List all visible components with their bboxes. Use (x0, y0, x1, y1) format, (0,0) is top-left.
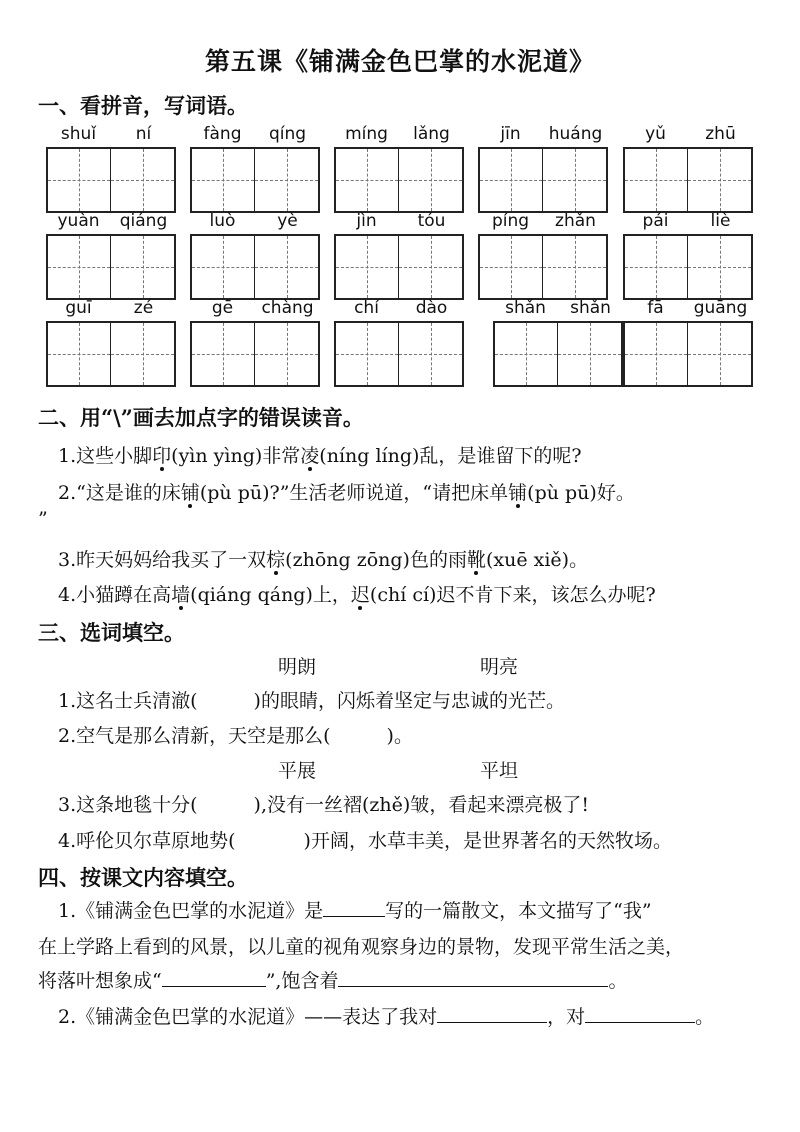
s2-question-2: 2.“这是谁的床铺(pù pū)?”生活老师说道，“请把床单铺(pù pū)好。 (58, 482, 635, 504)
tianzi-cell[interactable] (111, 236, 174, 298)
pinyin-label: guī (65, 298, 92, 318)
tianzi-cell[interactable] (543, 236, 606, 298)
tianzi-cell[interactable] (688, 236, 751, 298)
guide-line (143, 236, 144, 298)
s4-question-2: 2.《铺满金色巴掌的水泥道》——表达了我对 ，对 。 (58, 1006, 715, 1028)
s3-question-1: 1.这名士兵清澈( )的眼睛，闪烁着坚定与忠诚的光芒。 (58, 690, 565, 712)
pinyin-label: chí (354, 298, 379, 318)
writing-box[interactable] (46, 147, 176, 213)
s2-question-2-close-quote: ” (38, 508, 48, 530)
tianzi-cell[interactable] (399, 323, 462, 385)
guide-line (720, 323, 721, 385)
guide-line (656, 236, 657, 298)
guide-line (223, 149, 224, 211)
tianzi-cell[interactable] (336, 149, 399, 211)
s3-question-3: 3.这条地毯十分( ),没有一丝褶(zhě)皱，看起来漂亮极了! (58, 794, 589, 816)
guide-line (511, 149, 512, 211)
tianzi-cell[interactable] (255, 236, 318, 298)
tianzi-cell[interactable] (480, 149, 543, 211)
s4-question-1-line1: 1.《铺满金色巴掌的水泥道》是 写的一篇散文，本文描写了“我” (58, 900, 652, 922)
word-option: 平坦 (480, 760, 519, 782)
pinyin-label: fàng (203, 124, 242, 144)
dotted-char: 靴 (466, 549, 486, 571)
tianzi-cell[interactable] (111, 149, 174, 211)
tianzi-cell[interactable] (192, 149, 255, 211)
guide-line (367, 149, 368, 211)
pinyin-label: qiáng (119, 211, 168, 231)
pinyin-label: jìn (356, 211, 377, 231)
tianzi-cell[interactable] (688, 323, 751, 385)
tianzi-cell[interactable] (192, 323, 255, 385)
guide-line (656, 149, 657, 211)
tianzi-cell[interactable] (336, 323, 399, 385)
guide-line (143, 149, 144, 211)
pinyin-label: shuǐ (60, 124, 97, 144)
writing-box[interactable] (478, 234, 608, 300)
page-title: 第五课《铺满金色巴掌的水泥道》 (204, 47, 595, 76)
pinyin-label: shǎn (505, 298, 546, 318)
pinyin-label: yè (277, 211, 298, 231)
s2-question-3: 3.昨天妈妈给我买了一双棕(zhōng zōng)色的雨靴(xuē xiě)。 (58, 549, 589, 571)
answer-blank[interactable] (585, 1004, 695, 1023)
pinyin-label: tóu (417, 211, 446, 231)
dotted-char: 迟 (350, 584, 370, 606)
writing-box[interactable] (623, 234, 753, 300)
writing-box[interactable] (190, 321, 320, 387)
section2-heading: 二、用“\”画去加点字的错误读音。 (38, 405, 364, 430)
section4-heading: 四、按课文内容填空。 (38, 865, 248, 890)
s2-question-4: 4.小猫蹲在高墙(qiáng qáng)上，迟(chí cí)迟不肯下来，该怎么办呢? (58, 584, 656, 606)
dotted-char: 铺 (508, 482, 528, 504)
pinyin-label: shǎn (570, 298, 611, 318)
tianzi-cell[interactable] (48, 149, 111, 211)
guide-line (223, 323, 224, 385)
tianzi-cell[interactable] (480, 236, 543, 298)
writing-box[interactable] (478, 147, 608, 213)
guide-line (367, 323, 368, 385)
s2-question-1: 1.这些小脚印(yìn yìng)非常凌(níng líng)乱，是谁留下的呢? (58, 445, 582, 467)
dotted-char: 墙 (171, 584, 191, 606)
guide-line (367, 236, 368, 298)
pinyin-label: dào (415, 298, 448, 318)
tianzi-cell[interactable] (48, 323, 111, 385)
guide-line (143, 323, 144, 385)
tianzi-cell[interactable] (625, 149, 688, 211)
answer-blank[interactable] (323, 898, 385, 917)
answer-blank[interactable] (437, 1004, 547, 1023)
pinyin-label: chàng (261, 298, 314, 318)
pinyin-label: yǔ (645, 124, 666, 144)
tianzi-cell[interactable] (48, 236, 111, 298)
writing-box[interactable] (623, 147, 753, 213)
guide-line (656, 323, 657, 385)
writing-box[interactable] (190, 147, 320, 213)
pinyin-label: míng (345, 124, 388, 144)
guide-line (79, 236, 80, 298)
pinyin-label: gē (211, 298, 234, 318)
s3-question-4: 4.呼伦贝尔草原地势( )开阔，水草丰美，是世界著名的天然牧场。 (58, 830, 672, 852)
guide-line (287, 323, 288, 385)
s4-question-1-line3: 将落叶想象成“ ”,饱含着 。 (38, 970, 628, 992)
pinyin-label: qíng (268, 124, 307, 144)
tianzi-cell[interactable] (688, 149, 751, 211)
section1-heading: 一、看拼音，写词语。 (38, 93, 248, 118)
dotted-char: 棕 (266, 549, 286, 571)
writing-box[interactable] (46, 321, 176, 387)
guide-line (223, 236, 224, 298)
guide-line (431, 323, 432, 385)
guide-line (431, 149, 432, 211)
dotted-char: 凌 (300, 445, 320, 467)
guide-line (526, 323, 527, 385)
pinyin-label: liè (710, 211, 731, 231)
pinyin-label: luò (209, 211, 236, 231)
tianzi-cell[interactable] (495, 323, 558, 385)
word-option: 明亮 (480, 656, 519, 678)
guide-line (287, 236, 288, 298)
writing-box[interactable] (623, 321, 753, 387)
pinyin-label: fā (647, 298, 664, 318)
guide-line (79, 149, 80, 211)
pinyin-label: zé (133, 298, 154, 318)
pinyin-label: guāng (693, 298, 748, 318)
word-option: 明朗 (278, 656, 317, 678)
tianzi-cell[interactable] (543, 149, 606, 211)
guide-line (575, 149, 576, 211)
guide-line (431, 236, 432, 298)
tianzi-cell[interactable] (625, 323, 688, 385)
pinyin-label: lǎng (413, 124, 450, 144)
pinyin-label: zhǎn (555, 211, 596, 231)
pinyin-label: jīn (500, 124, 521, 144)
tianzi-cell[interactable] (255, 149, 318, 211)
writing-box[interactable] (334, 147, 464, 213)
guide-line (720, 149, 721, 211)
pinyin-label: ní (135, 124, 152, 144)
guide-line (590, 323, 591, 385)
pinyin-label: yuàn (57, 211, 100, 231)
pinyin-label: zhū (705, 124, 736, 144)
s3-question-2: 2.空气是那么清新，天空是那么( )。 (58, 725, 413, 747)
section3-heading: 三、选词填空。 (38, 620, 185, 645)
word-option: 平展 (278, 760, 317, 782)
tianzi-cell[interactable] (255, 323, 318, 385)
dotted-char: 铺 (180, 482, 200, 504)
dotted-char: 印 (152, 445, 172, 467)
pinyin-label: huáng (548, 124, 603, 144)
guide-line (575, 236, 576, 298)
answer-blank[interactable] (338, 968, 608, 987)
tianzi-cell[interactable] (625, 236, 688, 298)
answer-blank[interactable] (162, 968, 266, 987)
guide-line (720, 236, 721, 298)
tianzi-cell[interactable] (192, 236, 255, 298)
writing-box[interactable] (334, 234, 464, 300)
tianzi-cell[interactable] (558, 323, 621, 385)
writing-box[interactable] (46, 234, 176, 300)
guide-line (79, 323, 80, 385)
writing-box[interactable] (190, 234, 320, 300)
tianzi-cell[interactable] (111, 323, 174, 385)
guide-line (287, 149, 288, 211)
s4-question-1-line2: 在上学路上看到的风景，以儿童的视角观察身边的景物，发现平常生活之美， (38, 936, 685, 958)
pinyin-label: pái (642, 211, 669, 231)
pinyin-label: píng (491, 211, 530, 231)
writing-box[interactable] (334, 321, 464, 387)
tianzi-cell[interactable] (399, 149, 462, 211)
writing-box[interactable] (493, 321, 623, 387)
tianzi-cell[interactable] (399, 236, 462, 298)
tianzi-cell[interactable] (336, 236, 399, 298)
guide-line (511, 236, 512, 298)
